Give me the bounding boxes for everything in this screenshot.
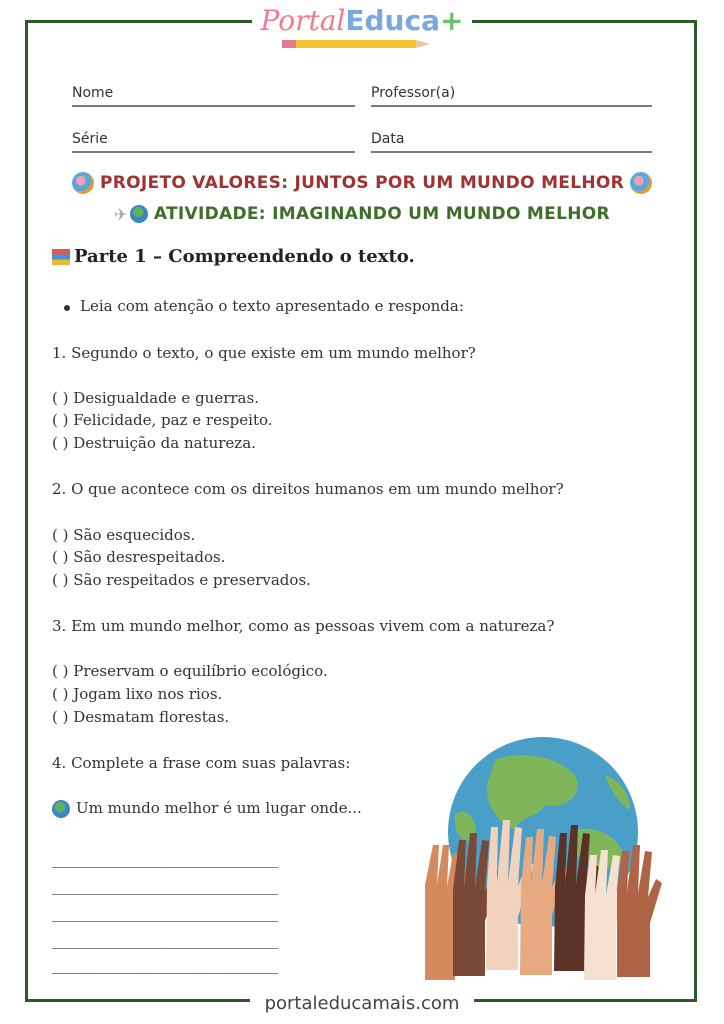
prompt-text: Um mundo melhor é um lugar onde...: [52, 799, 362, 818]
globe-hands-illustration: [425, 735, 670, 980]
q3-option-b[interactable]: ( ) Jogam lixo nos rios.: [52, 685, 223, 703]
q3-option-c[interactable]: ( ) Desmatam florestas.: [52, 708, 230, 726]
question-3: 3. Em um mundo melhor, como as pessoas vivem com a natureza?: [52, 617, 555, 635]
answer-line[interactable]: ________________________________: [52, 879, 277, 895]
earth-icon: [130, 205, 148, 223]
globe-icon: [630, 172, 652, 194]
q1-option-a[interactable]: ( ) Desigualdade e guerras.: [52, 389, 259, 407]
activity-title: ✈ ATIVIDADE: IMAGINANDO UM MUNDO MELHOR: [114, 204, 610, 224]
bullet: [64, 305, 70, 311]
dove-icon: ✈: [114, 204, 128, 224]
question-2: 2. O que acontece com os direitos humanos em um mundo melhor?: [52, 480, 564, 498]
grade-field[interactable]: Série: [72, 131, 355, 153]
q3-option-a[interactable]: ( ) Preservam o equilíbrio ecológico.: [52, 662, 328, 680]
q1-option-c[interactable]: ( ) Destruição da natureza.: [52, 434, 256, 452]
earth-icon: [52, 800, 70, 818]
answer-line[interactable]: ________________________________: [52, 933, 277, 949]
section-heading: Parte 1 – Compreendendo o texto.: [52, 246, 415, 267]
question-1: 1. Segundo o texto, o que existe em um mundo melhor?: [52, 344, 476, 362]
globe-icon: [72, 172, 94, 194]
books-icon: [52, 249, 70, 265]
q1-option-b[interactable]: ( ) Felicidade, paz e respeito.: [52, 411, 273, 429]
answer-line[interactable]: ________________________________: [52, 906, 277, 922]
portal-educa-logo: PortalEduca+: [252, 4, 472, 50]
q2-option-a[interactable]: ( ) São esquecidos.: [52, 526, 196, 544]
answer-line[interactable]: ________________________________: [52, 852, 277, 868]
question-4: 4. Complete a frase com suas palavras:: [52, 754, 351, 772]
answer-line[interactable]: ________________________________: [52, 958, 277, 974]
pencil-icon: [282, 40, 432, 48]
instruction-text: Leia com atenção o texto apresentado e responda:: [80, 297, 464, 315]
project-title: PROJETO VALORES: JUNTOS POR UM MUNDO MELHOR: [0, 172, 724, 194]
date-field[interactable]: Data: [371, 131, 652, 153]
q2-option-b[interactable]: ( ) São desrespeitados.: [52, 548, 226, 566]
teacher-field[interactable]: Professor(a): [371, 85, 652, 107]
name-field[interactable]: Nome: [72, 85, 355, 107]
q2-option-c[interactable]: ( ) São respeitados e preservados.: [52, 571, 311, 589]
footer-site: portaleducamais.com: [250, 993, 474, 1019]
